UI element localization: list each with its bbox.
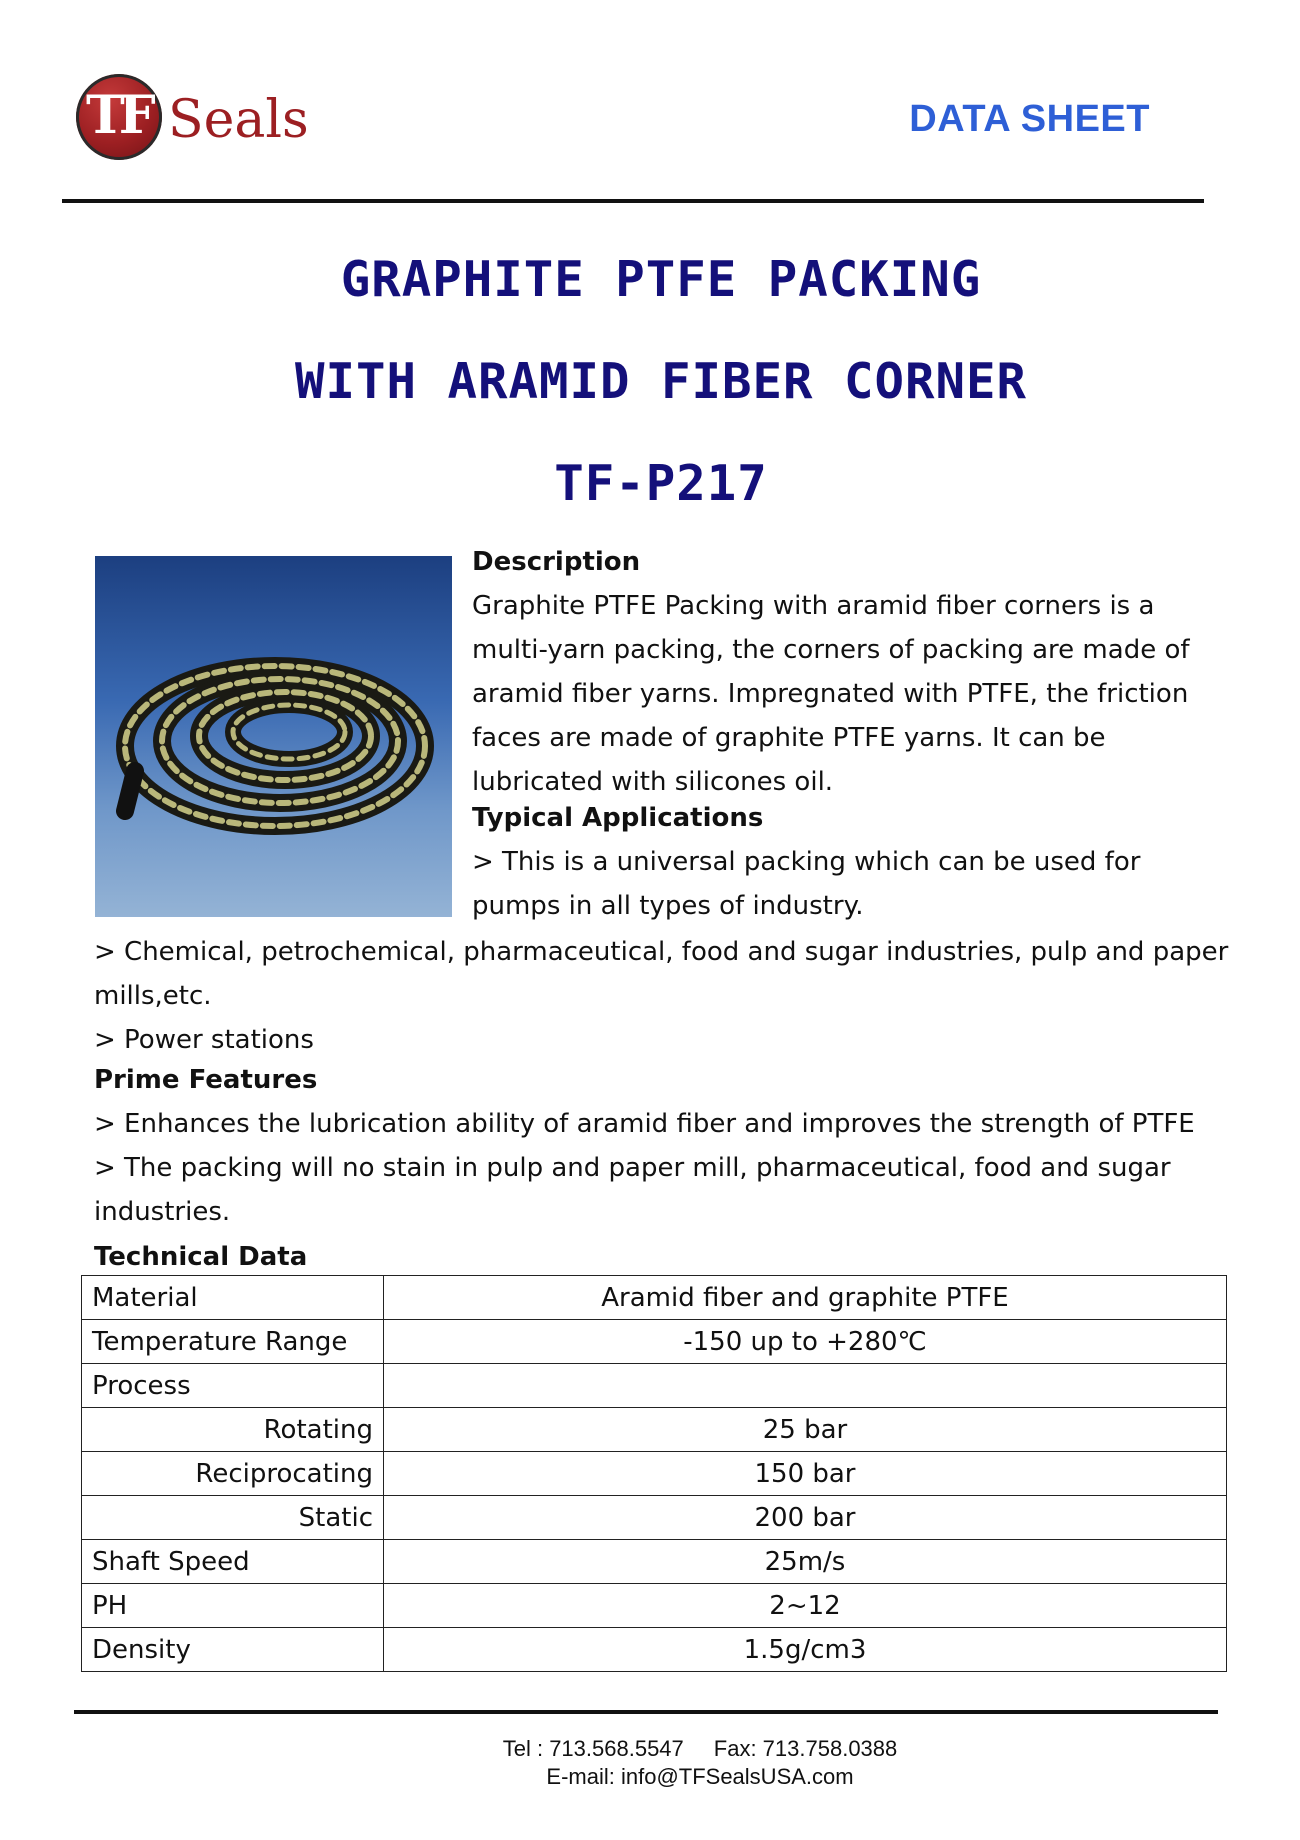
row-value: 1.5g/cm3 <box>384 1628 1227 1672</box>
application-item: > Power stations <box>94 1025 314 1055</box>
table-row <box>82 1496 1227 1540</box>
row-value: 2~12 <box>384 1584 1227 1628</box>
product-title <box>0 250 1300 556</box>
logo-seals-text: Seals <box>168 90 309 150</box>
header-divider <box>62 199 1204 203</box>
feature-item: > Enhances the lubrication ability of aramid fiber and improves the strength of PTFE <box>94 1109 1195 1139</box>
application-item: > This is a universal packing which can be used for pumps in all types of industry. <box>472 847 1141 921</box>
row-label: Temperature Range <box>82 1320 384 1364</box>
row-value: -150 up to +280℃ <box>384 1320 1227 1364</box>
application-item: > Chemical, petrochemical, pharmaceutical, food and sugar industries, pulp and paper mills,etc. <box>94 937 1229 1011</box>
table-row <box>82 1408 1227 1452</box>
title-line-1: GRAPHITE PTFE PACKING <box>340 251 982 308</box>
description-text: Graphite PTFE Packing with aramid fiber corners is a multi-yarn packing, the corners of packing are made of aramid fiber yarns. Impregnated with PTFE, the friction faces are made of graphite PTFE yarns. It can be lubricated with silicones oil. <box>472 591 1190 797</box>
table-row <box>82 1540 1227 1584</box>
description-heading: Description <box>472 547 641 577</box>
contact-footer <box>0 1735 1300 1791</box>
table-row <box>82 1584 1227 1628</box>
company-logo <box>76 74 316 164</box>
row-label: PH <box>82 1584 384 1628</box>
row-label: Density <box>82 1628 384 1672</box>
row-value <box>384 1364 1227 1408</box>
logo-tf-text: TF <box>86 85 150 146</box>
phone-number: Tel : 713.568.5547 <box>502 1736 684 1761</box>
logo-emblem <box>76 74 162 160</box>
row-value: 150 bar <box>384 1452 1227 1496</box>
row-label: Static <box>82 1496 384 1540</box>
table-row <box>82 1276 1227 1320</box>
row-value: 25m/s <box>384 1540 1227 1584</box>
packing-coil-illustration <box>95 556 452 917</box>
applications-heading: Typical Applications <box>472 803 764 833</box>
applications-features-section <box>94 930 1234 1234</box>
features-heading: Prime Features <box>94 1065 318 1095</box>
product-code: TF-P217 <box>554 455 768 512</box>
fax-number: Fax: 713.758.0388 <box>713 1736 898 1761</box>
table-row <box>82 1364 1227 1408</box>
footer-divider <box>74 1710 1218 1714</box>
description-section <box>472 544 1232 928</box>
table-row <box>82 1320 1227 1364</box>
technical-data-table <box>81 1275 1227 1672</box>
email-address[interactable]: E-mail: info@TFSealsUSA.com <box>546 1764 854 1789</box>
row-value: 25 bar <box>384 1408 1227 1452</box>
product-photo <box>95 556 452 917</box>
row-value: Aramid fiber and graphite PTFE <box>384 1276 1227 1320</box>
row-value: 200 bar <box>384 1496 1227 1540</box>
document-type-label: DATA SHEET <box>909 98 1150 140</box>
row-label: Rotating <box>82 1408 384 1452</box>
title-line-2: WITH ARAMID FIBER CORNER <box>294 353 1027 410</box>
table-row <box>82 1452 1227 1496</box>
row-label: Reciprocating <box>82 1452 384 1496</box>
row-label: Shaft Speed <box>82 1540 384 1584</box>
feature-item: > The packing will no stain in pulp and paper mill, pharmaceutical, food and sugar industries. <box>94 1153 1171 1227</box>
row-label: Material <box>82 1276 384 1320</box>
row-label: Process <box>82 1364 384 1408</box>
technical-data-heading: Technical Data <box>94 1242 308 1272</box>
table-row <box>82 1628 1227 1672</box>
phone-fax-line <box>0 1735 1300 1763</box>
